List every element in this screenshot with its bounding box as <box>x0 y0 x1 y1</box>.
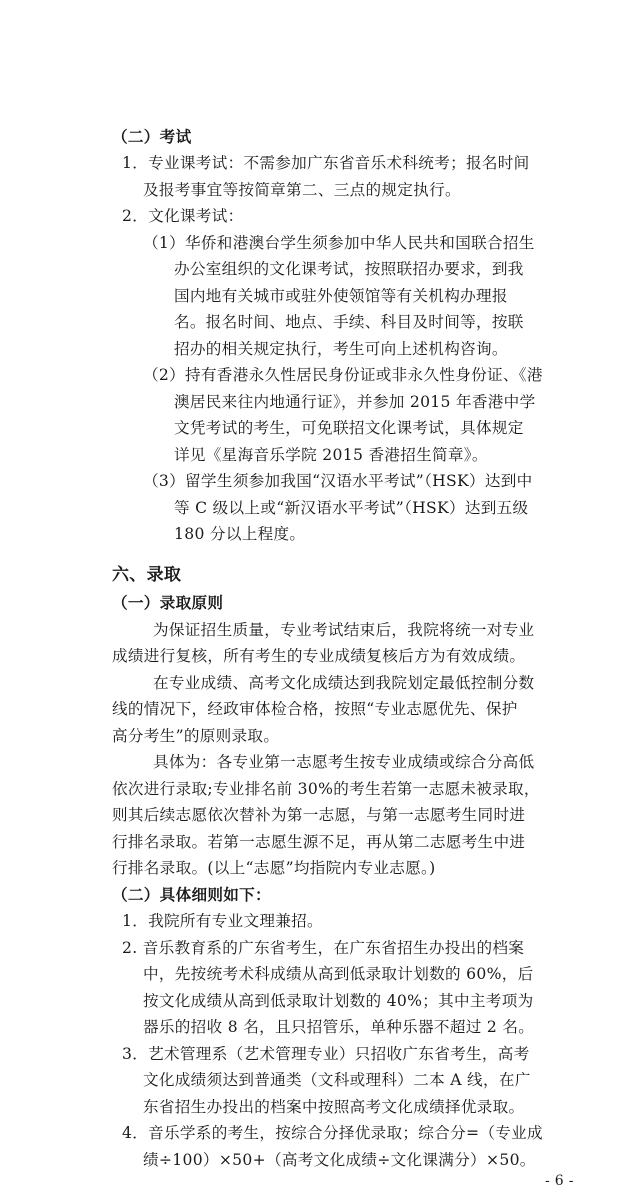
rule2-line2: 中，先按统考术科成绩从高到低录取计划数的 60%，后 <box>143 965 534 983</box>
exam-sub3-line3: 180 分以上程度。 <box>174 525 306 543</box>
principle-p3-line5: 行排名录取。(以上“志愿”均指院内专业志愿。) <box>112 859 436 877</box>
exam-sub2-line2: 澳居民来往内地通行证》，并参加 2015 年香港中学 <box>174 393 536 411</box>
exam-item1-line1: 1．专业课考试：不需参加广东省音乐术科统考；报名时间 <box>122 154 530 172</box>
principle-p3-line3: 则其后续志愿依次替补为第一志愿，与第一志愿考生同时进 <box>112 806 526 824</box>
page-number: - 6 - <box>545 1173 574 1189</box>
exam-item2-title: 2．文化课考试： <box>122 207 244 225</box>
rule2-line4: 器乐的招收 8 名，且只招管乐，单种乐器不超过 2 名。 <box>143 1018 535 1036</box>
principle-p3-line4: 行排名录取。若第一志愿生源不足，再从第二志愿考生中进 <box>112 833 526 851</box>
exam-sub2-line4: 详见《星海音乐学院 2015 香港招生简章》。 <box>174 446 488 464</box>
exam-sub2-line3: 文凭考试的考生，可免联招文化课考试，具体规定 <box>174 419 524 437</box>
rules-heading: （二）具体细则如下： <box>112 885 271 904</box>
exam-sub1-line4: 名。报名时间、地点、手续、科目及时间等，按联 <box>174 313 524 331</box>
exam-sub3-line1: （3）留学生须参加我国“汉语水平考试”（HSK）达到中 <box>143 472 533 490</box>
rule2-line3: 按文化成绩从高到低录取计划数的 40%；其中主考项为 <box>143 992 534 1010</box>
principle-p2-line3: 高分考生”的原则录取。 <box>112 727 280 745</box>
exam-sub2-line1: （2）持有香港永久性居民身份证或非永久性身份证、《港 <box>143 366 543 384</box>
rule2-line1: 2. 音乐教育系的广东省考生，在广东省招生办投出的档案 <box>122 939 525 957</box>
principle-p3-line1: 具体为：各专业第一志愿考生按专业成绩或综合分高低 <box>153 753 535 771</box>
section6-heading: 六、录取 <box>112 565 182 585</box>
exam-sub1-line1: （1）华侨和港澳台学生须参加中华人民共和国联合招生 <box>143 234 535 252</box>
principle-heading: （一）录取原则 <box>112 593 224 612</box>
principle-p1-line1: 为保证招生质量，专业考试结束后，我院将统一对专业 <box>153 621 535 639</box>
rule3-line1: 3．艺术管理系（艺术管理专业）只招收广东省考生，高考 <box>122 1045 530 1063</box>
exam-sub1-line3: 国内地有关城市或驻外使领馆等有关机构办理报 <box>174 287 508 305</box>
rule4-line2: 绩÷100）×50+（高考文化成绩÷文化课满分）×50。 <box>143 1151 536 1169</box>
principle-p2-line2: 线的情况下，经政审体检合格，按照“专业志愿优先、保护 <box>112 700 518 718</box>
exam-sub3-line2: 等 C 级以上或“新汉语水平考试”（HSK）达到五级 <box>174 499 529 517</box>
exam-sub1-line5: 招办的相关规定执行，考生可向上述机构咨询。 <box>174 340 508 358</box>
principle-p2-line1: 在专业成绩、高考文化成绩达到我院划定最低控制分数 <box>153 674 535 692</box>
rule3-line3: 东省招生办投出的档案中按照高考文化成绩择优录取。 <box>143 1098 525 1116</box>
exam-heading: （二）考试 <box>112 127 192 146</box>
exam-sub1-line2: 办公室组织的文化课考试，按照联招办要求，到我 <box>174 260 524 278</box>
exam-item1-line2: 及报考事宜等按简章第二、三点的规定执行。 <box>143 181 461 199</box>
principle-p1-line2: 成绩进行复核，所有考生的专业成绩复核后方为有效成绩。 <box>112 647 526 665</box>
principle-p3-line2: 依次进行录取;专业排名前 30%的考生若第一志愿未被录取， <box>112 780 540 798</box>
rule1-line1: 1．我院所有专业文理兼招。 <box>122 912 323 930</box>
rule3-line2: 文化成绩须达到普通类（文科或理科）二本 A 线，在广 <box>143 1071 531 1089</box>
rule4-line1: 4．音乐学系的考生，按综合分择优录取；综合分=（专业成 <box>122 1124 543 1142</box>
